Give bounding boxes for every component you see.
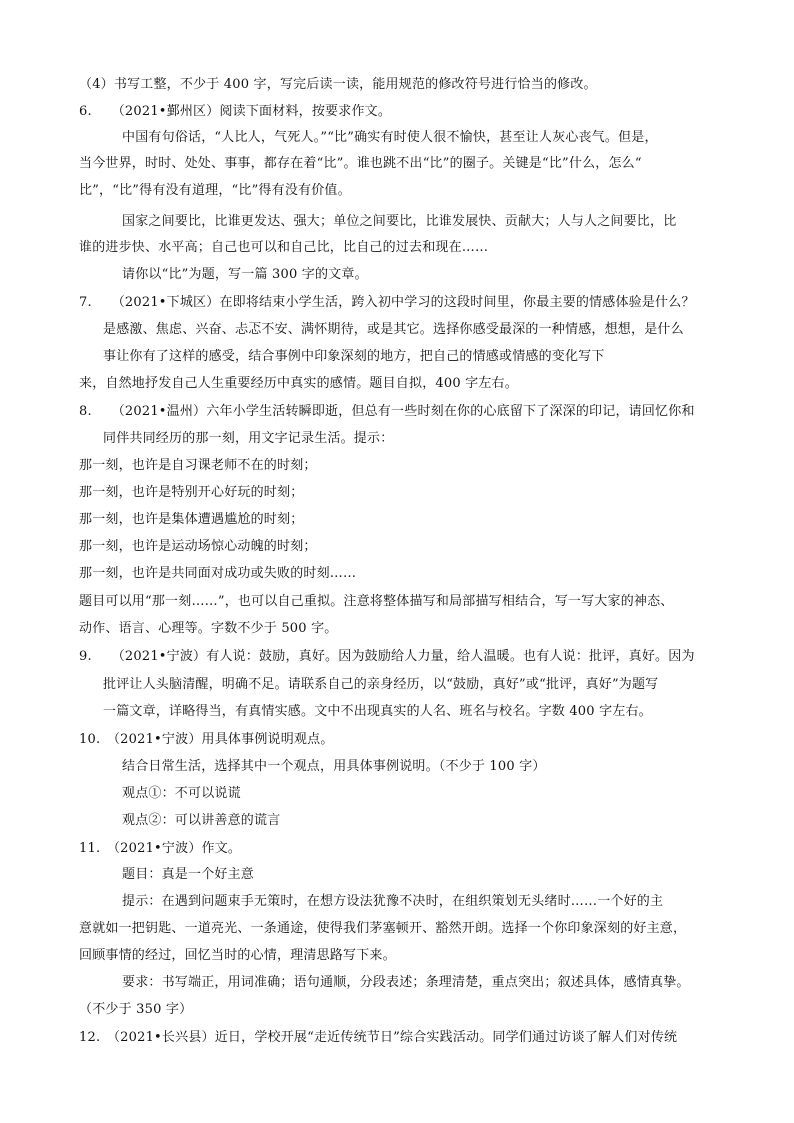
question-8-hint: 那一刻，也许是特别开心好玩的时刻；: [79, 485, 304, 500]
requirement-4: （4）书写工整，不少于 400 字，写完后读一读，能用规范的修改符号进行恰当的修改。: [79, 77, 597, 92]
question-9-title: 9. （2021•宁波）有人说：鼓励，真好。因为鼓励给人力量，给人温暖。也有人说：批评，真好。因为: [79, 649, 695, 664]
question-8-requirement: 动作、语言、心理等。字数不少于 500 字。: [79, 621, 338, 636]
question-7-body: 是感激、焦虑、兴奋、忐忑不安、满怀期待，或是其它。选择你感受最深的一种情感，想想，是什么: [103, 322, 684, 337]
question-9-body: 一篇文章，详略得当，有真情实感。文中不出现真实的人名、班名与校名。字数 400 字左右。: [103, 704, 652, 719]
question-7-body: 事让你有了这样的感受，结合事例中印象深刻的地方，把自己的情感或情感的变化写下: [103, 349, 605, 364]
question-6-instruction: 请你以“比”为题，写一篇 300 字的文章。: [122, 267, 368, 282]
question-6-paragraph: 国家之间要比，比谁更发达、强大；单位之间要比，比谁发展快、贡献大；人与人之间要比，比: [122, 214, 677, 229]
question-10-body: 结合日常生活，选择其中一个观点，用具体事例说明。（不少于 100 字）: [122, 759, 546, 774]
question-10-viewpoint-1: 观点①：不可以说谎: [122, 786, 241, 801]
question-10-title: 10. （2021•宁波）用具体事例说明观点。: [79, 732, 334, 747]
question-11-requirement: （不少于 350 字）: [79, 1002, 193, 1017]
question-11-title: 11. （2021•宁波）作文。: [79, 841, 242, 856]
question-8-hint: 那一刻，也许是运动场惊心动魄的时刻；: [79, 539, 317, 554]
question-11-hint: 提示：在遇到问题束手无策时，在想方设法犹豫不决时，在组织策划无头绪时……一个好的主: [122, 894, 664, 909]
question-8-hint: 那一刻，也许是自习课老师不在的时刻；: [79, 458, 317, 473]
question-7-body: 来，自然地抒发自己人生重要经历中真实的感情。题目自拟，400 字左右。: [79, 376, 518, 391]
question-11-hint: 意就如一把钥匙、一道亮光、一条通途，使得我们茅塞顿开、豁然开朗。选择一个你印象深刻的好主意，: [79, 921, 687, 936]
question-11-topic: 题目：真是一个好主意: [122, 867, 255, 882]
question-11-hint: 回顾事情的经过，回忆当时的心情，理清思路写下来。: [79, 948, 396, 963]
question-6-paragraph: 比”，“比”得有没有道理，“比”得有没有价值。: [79, 183, 351, 198]
question-12-title: 12. （2021•长兴县）近日，学校开展“走近传统节日”综合实践活动。同学们通过访谈了解人们对传统: [79, 1030, 678, 1045]
question-9-body: 批评让人头脑清醒，明确不足。请联系自己的亲身经历，以“鼓励，真好”或“批评，真好”为题写: [103, 677, 659, 692]
question-6-paragraph: 谁的进步快、水平高；自己也可以和自己比，比自己的过去和现在……: [79, 240, 489, 255]
question-6-paragraph: 当今世界，时时、处处、事事，都存在着“比”。谁也跳不出“比”的圈子。关键是“比”什么，怎么“: [79, 156, 642, 171]
question-8-title: 8. （2021•温州）六年小学生活转瞬即逝，但总有一些时刻在你的心底留下了深深的印记，请回忆你和: [79, 404, 695, 419]
question-8-hint: 那一刻，也许是共同面对成功或失败的时刻……: [79, 566, 357, 581]
question-8-requirement: 题目可以用“那一刻……”，也可以自己重拟。注意将整体描写和局部描写相结合，写一写大家的神态、: [79, 594, 674, 609]
question-6-paragraph: 中国有句俗话，“人比人，气死人。”“比”确实有时使人很不愉快，甚至让人灰心丧气。但是，: [122, 130, 658, 145]
question-8-hint: 那一刻，也许是集体遭遇尴尬的时刻；: [79, 512, 304, 527]
question-11-requirement: 要求：书写端正，用词准确；语句通顺，分段表述；条理清楚，重点突出；叙述具体，感情真挚。: [122, 975, 690, 990]
question-6-title: 6. （2021•鄞州区）阅读下面材料，按要求作文。: [79, 104, 392, 119]
question-7-title: 7. （2021•下城区）在即将结束小学生活，跨入初中学习的这段时间里，你最主要的情感体验是什么？: [79, 295, 695, 310]
question-10-viewpoint-2: 观点②：可以讲善意的谎言: [122, 813, 281, 828]
question-8-body: 同伴共同经历的那一刻，用文字记录生活。提示：: [103, 431, 394, 446]
